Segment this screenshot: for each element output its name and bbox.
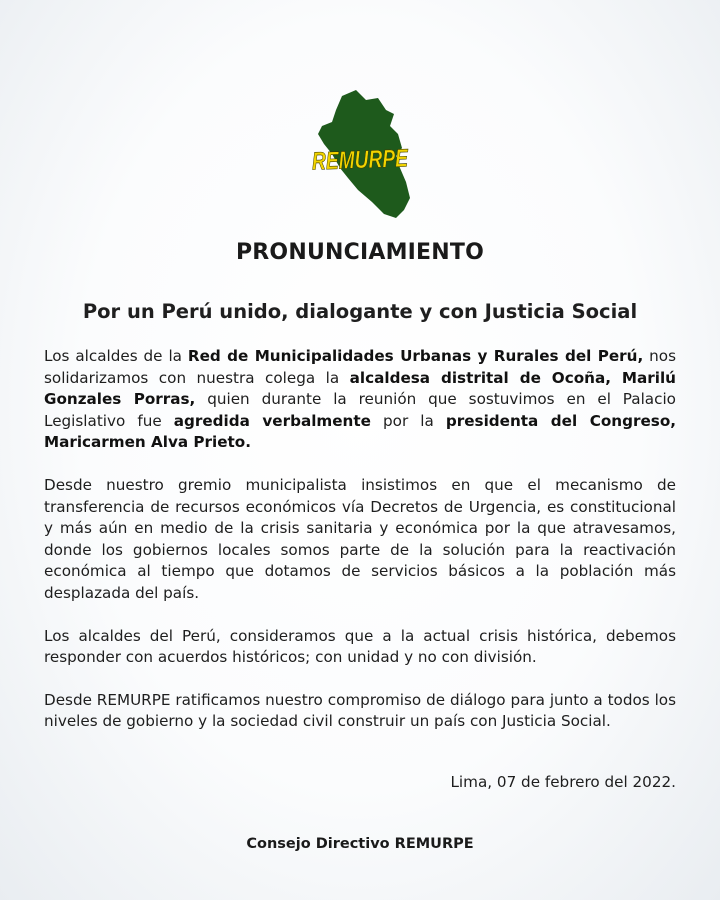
statement-body [44, 346, 676, 754]
text-run: Desde REMURPE ratificamos nuestro compromiso de diálogo para junto a todos los niveles de gobierno y la sociedad civil construir un país con Justicia Social. [44, 690, 676, 731]
text-run: Desde nuestro gremio municipalista insistimos en que el mecanismo de transferencia de recursos económicos vía Decretos de Urgencia, es constitucional y más aún en medio de la crisis sanitaria y económica por la que atravesamos, donde los gobiernos locales somos parte de la solución para la reactivación económica al tiempo que dotamos de servicios básicos a la población más desplazada del país. [44, 475, 676, 602]
bold-text: alcaldesa distrital de Ocoña, Marilú Gonzales Porras, [44, 368, 676, 409]
document-subheading: Por un Perú unido, dialogante y con Justicia Social [82, 300, 638, 323]
peru-map-icon [298, 86, 438, 226]
remurpe-logo [298, 86, 438, 226]
text-run: Los alcaldes del Perú, consideramos que a la actual crisis histórica, debemos responder con acuerdos históricos; con unidad y no con división. [44, 626, 676, 667]
bold-text: agredida verbalmente [173, 411, 371, 430]
logo-wordmark: REMURPE [311, 143, 438, 176]
text-run: Los alcaldes de la [44, 347, 188, 365]
bold-text: Red de Municipalidades Urbanas y Rurales del Perú, [187, 347, 644, 365]
signature-line: Consejo Directivo REMURPE [246, 836, 474, 852]
paragraph-4 [44, 690, 676, 733]
paragraph-1 [44, 346, 676, 454]
text-run: nos solidarizamos con nuestra colega la [44, 347, 676, 387]
text-run: por la [370, 411, 446, 430]
date-line: Lima, 07 de febrero del 2022. [450, 773, 676, 791]
bold-text: presidenta del Congreso, Maricarmen Alva Prieto. [44, 411, 677, 452]
text-run: quien durante la reunión que sostuvimos en el Palacio Legislativo fue [44, 390, 676, 430]
document-heading: PRONUNCIAMIENTO [235, 240, 485, 265]
paragraph-3 [44, 626, 676, 669]
paragraph-2 [44, 475, 676, 605]
